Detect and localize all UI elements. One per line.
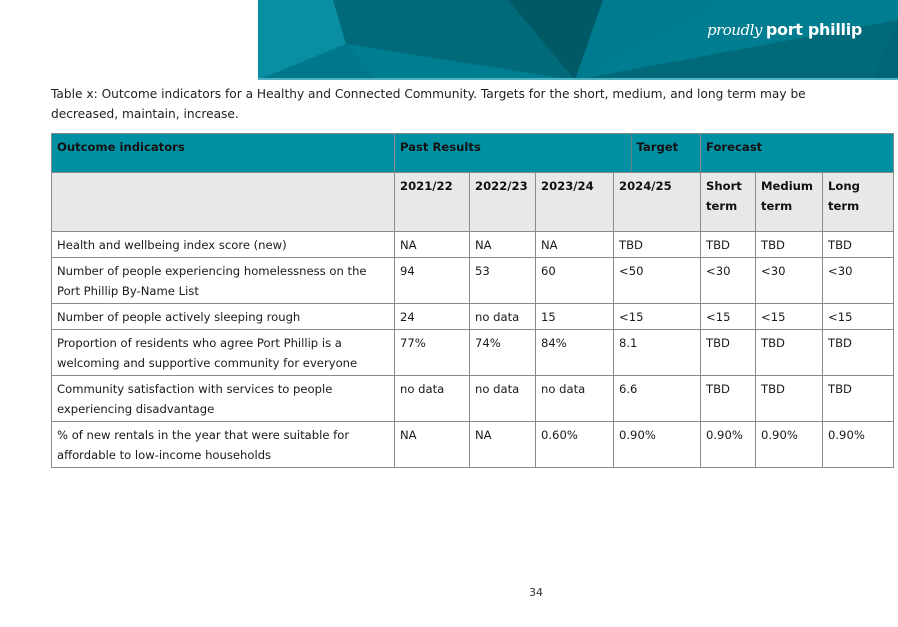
value-cell: TBD	[701, 232, 756, 258]
value-cell: no data	[536, 376, 614, 422]
value-cell: TBD	[701, 376, 756, 422]
indicator-cell: % of new rentals in the year that were suitable for affordable to low-income households	[52, 422, 395, 468]
value-cell: 94	[395, 258, 470, 304]
column-header: 2021/22	[395, 173, 470, 232]
value-cell: TBD	[756, 232, 823, 258]
value-cell: NA	[395, 422, 470, 468]
value-cell: <50	[614, 258, 701, 304]
page-number: 34	[529, 586, 543, 599]
value-cell: TBD	[614, 232, 701, 258]
value-cell: no data	[470, 304, 536, 330]
table-row	[52, 258, 894, 304]
table-row	[52, 376, 894, 422]
column-header: 2022/23	[470, 173, 536, 232]
banner-pattern	[258, 0, 898, 80]
value-cell: 0.60%	[536, 422, 614, 468]
value-cell: TBD	[823, 376, 894, 422]
value-cell: 0.90%	[756, 422, 823, 468]
value-cell: <15	[756, 304, 823, 330]
header-past-results: Past Results	[395, 134, 614, 173]
value-cell: NA	[395, 232, 470, 258]
value-cell: 24	[395, 304, 470, 330]
value-cell: NA	[470, 422, 536, 468]
value-cell: 84%	[536, 330, 614, 376]
column-header-row	[52, 173, 894, 232]
indicator-cell: Health and wellbeing index score (new)	[52, 232, 395, 258]
value-cell: 53	[470, 258, 536, 304]
value-cell: <30	[823, 258, 894, 304]
header-blank	[52, 173, 395, 232]
indicator-cell: Proportion of residents who agree Port Phillip is a welcoming and supportive community for everyone	[52, 330, 395, 376]
value-cell: TBD	[823, 232, 894, 258]
header-target-cell	[614, 134, 701, 173]
value-cell: <30	[756, 258, 823, 304]
header-forecast: Forecast	[701, 134, 894, 173]
column-header: Medium term	[756, 173, 823, 232]
value-cell: 0.90%	[823, 422, 894, 468]
value-cell: TBD	[756, 330, 823, 376]
header-banner	[258, 0, 898, 80]
value-cell: 8.1	[614, 330, 701, 376]
brand-logo	[707, 20, 862, 39]
value-cell: no data	[395, 376, 470, 422]
value-cell: 0.90%	[614, 422, 701, 468]
table-row	[52, 422, 894, 468]
table-row	[52, 330, 894, 376]
value-cell: 6.6	[614, 376, 701, 422]
value-cell: <15	[614, 304, 701, 330]
indicator-cell: Number of people actively sleeping rough	[52, 304, 395, 330]
value-cell: TBD	[756, 376, 823, 422]
value-cell: 0.90%	[701, 422, 756, 468]
logo-brand-text: port phillip	[765, 20, 863, 39]
value-cell: NA	[536, 232, 614, 258]
value-cell: TBD	[701, 330, 756, 376]
column-header: Short term	[701, 173, 756, 232]
table-row	[52, 304, 894, 330]
header-outcome-indicators: Outcome indicators	[52, 134, 395, 173]
column-header: 2023/24	[536, 173, 614, 232]
value-cell: TBD	[823, 330, 894, 376]
table-row	[52, 232, 894, 258]
value-cell: <15	[823, 304, 894, 330]
value-cell: <30	[701, 258, 756, 304]
indicator-cell: Community satisfaction with services to people experiencing disadvantage	[52, 376, 395, 422]
column-header: 2024/25	[614, 173, 701, 232]
table-caption: Table x: Outcome indicators for a Healthy and Connected Community. Targets for the short, medium, and long term may be decreased, maintain, increase.	[51, 87, 806, 121]
outcome-indicators-table	[51, 133, 894, 468]
value-cell: 15	[536, 304, 614, 330]
group-header-row	[52, 134, 894, 173]
value-cell: NA	[470, 232, 536, 258]
logo-script-text: proudly	[707, 21, 762, 39]
indicator-cell: Number of people experiencing homelessness on the Port Phillip By-Name List	[52, 258, 395, 304]
value-cell: 60	[536, 258, 614, 304]
value-cell: <15	[701, 304, 756, 330]
column-header: Long term	[823, 173, 894, 232]
value-cell: 77%	[395, 330, 470, 376]
header-target: Target	[636, 140, 679, 154]
value-cell: 74%	[470, 330, 536, 376]
value-cell: no data	[470, 376, 536, 422]
